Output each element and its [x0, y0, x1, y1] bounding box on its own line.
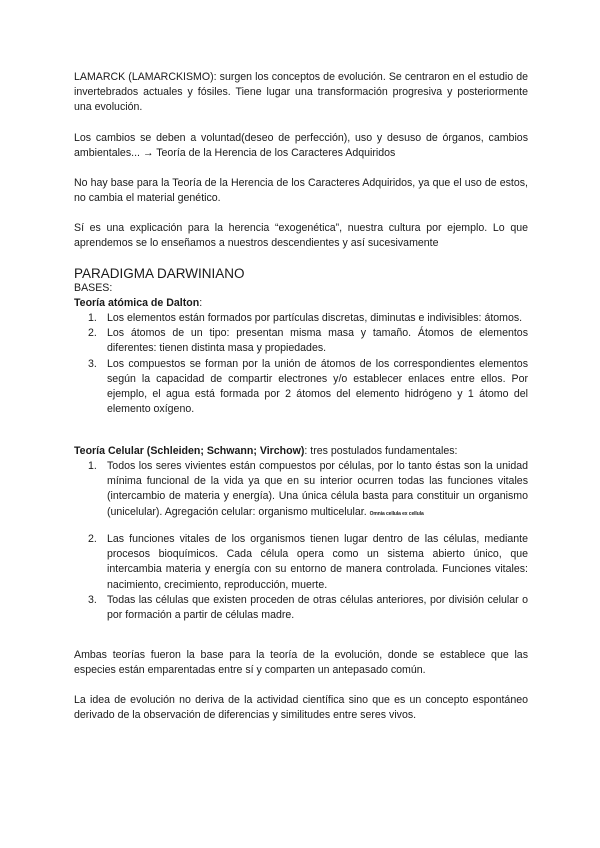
list-item-text: Los elementos están formados por partículas discretas, diminutas e indivisibles: átomos.: [107, 312, 523, 324]
paragraph-cambios: Los cambios se deben a voluntad(deseo de perfección), uso y desuso de órganos, cambios ambientales... → Teoría de la Herencia de los Caracteres Adquiridos: [74, 132, 528, 160]
list-item-text: Los compuestos se forman por la unión de átomos de los correspondientes elementos según la capacidad de compartir electrones y/o establecer enlaces entre ellos. Por ejemplo, el agua está formada por 2 átomos del elemento hidrógeno y 1 átomo del elemento oxígeno.: [107, 357, 528, 416]
list-item: [74, 593, 528, 623]
celular-title-suffix: : tres postulados fundamentales:: [304, 445, 458, 457]
paragraph-no-base: No hay base para la Teoría de la Herencia de los Caracteres Adquiridos, ya que el uso de estos, no cambia el material genético.: [74, 177, 528, 205]
section-heading-darwin: PARADIGMA DARWINIANO: [74, 266, 245, 281]
list-item-text: Todos los seres vivientes están compuestos por células, por lo tanto éstas son la unidad mínima funcional de la vida ya que en su interior ocurren todas las funciones vitales (intercambio de materia y energía). Una única célula basta para constituir un organismo (unicelular). Agregación celular: organismo multicelular.: [107, 460, 528, 518]
list-item-number: 1.: [88, 460, 97, 472]
bases-label: BASES:: [74, 282, 113, 294]
list-item-text: Los átomos de un tipo: presentan misma masa y tamaño. Átomos de elementos diferentes: tienen distinta masa y propiedades.: [107, 327, 528, 355]
paragraph-idea: La idea de evolución no deriva de la actividad científica sino que es un concepto espontáneo derivado de la observación de diferencias y similitudes entre seres vivos.: [74, 694, 528, 722]
list-item: [74, 326, 528, 356]
list-item-number: 1.: [88, 312, 97, 324]
latin-note: Omnia cellula ex cellula: [369, 510, 424, 517]
list-item-number: 2.: [88, 533, 97, 545]
list-item: [74, 311, 528, 326]
list-item-number: 2.: [88, 327, 97, 340]
celular-list: [74, 459, 528, 522]
celular-list-continued: [74, 532, 528, 623]
list-item-number: 3.: [88, 593, 97, 606]
dalton-list: [74, 311, 528, 417]
list-item-text: Las funciones vitales de los organismos tienen lugar dentro de las células, mediante procesos bioquímicos. Cada célula opera como un sistema abierto único, que intercambia materia y energía con su entorno de manera controlada. Funciones vitales: nacimiento, crecimiento, reproducción, muerte.: [107, 533, 528, 591]
paragraph-ambas: Ambas teorías fueron la base para la teoría de la evolución, donde se establece que las especies están emparentadas entre sí y comparten un antepasado común.: [74, 649, 528, 677]
paragraph-lamarck: LAMARCK (LAMARCKISMO): surgen los conceptos de evolución. Se centraron en el estudio de invertebrados actuales y fósiles. Tiene lugar una transformación progresiva y posteriormente una evolución.: [74, 71, 528, 114]
dalton-title-line: [74, 296, 202, 311]
dalton-title: Teoría atómica de Dalton: [74, 297, 200, 309]
list-item-number: 3.: [88, 357, 97, 370]
list-item: [74, 459, 528, 522]
list-item: [74, 357, 528, 418]
dalton-title-suffix: :: [199, 297, 203, 309]
list-item-text: Todas las células que existen proceden de otras células anteriores, por división celular o por formación a partir de células madre.: [107, 593, 528, 622]
paragraph-exogenetica: Sí es una explicación para la herencia “exogenética”, nuestra cultura por ejemplo. Lo que aprendemos se lo enseñamos a nuestros descendientes y así sucesivamente: [74, 222, 528, 250]
celular-title-line: [74, 444, 458, 459]
celular-title: Teoría Celular (Schleiden; Schwann; Virchow): [74, 445, 305, 457]
list-item: [74, 532, 528, 593]
